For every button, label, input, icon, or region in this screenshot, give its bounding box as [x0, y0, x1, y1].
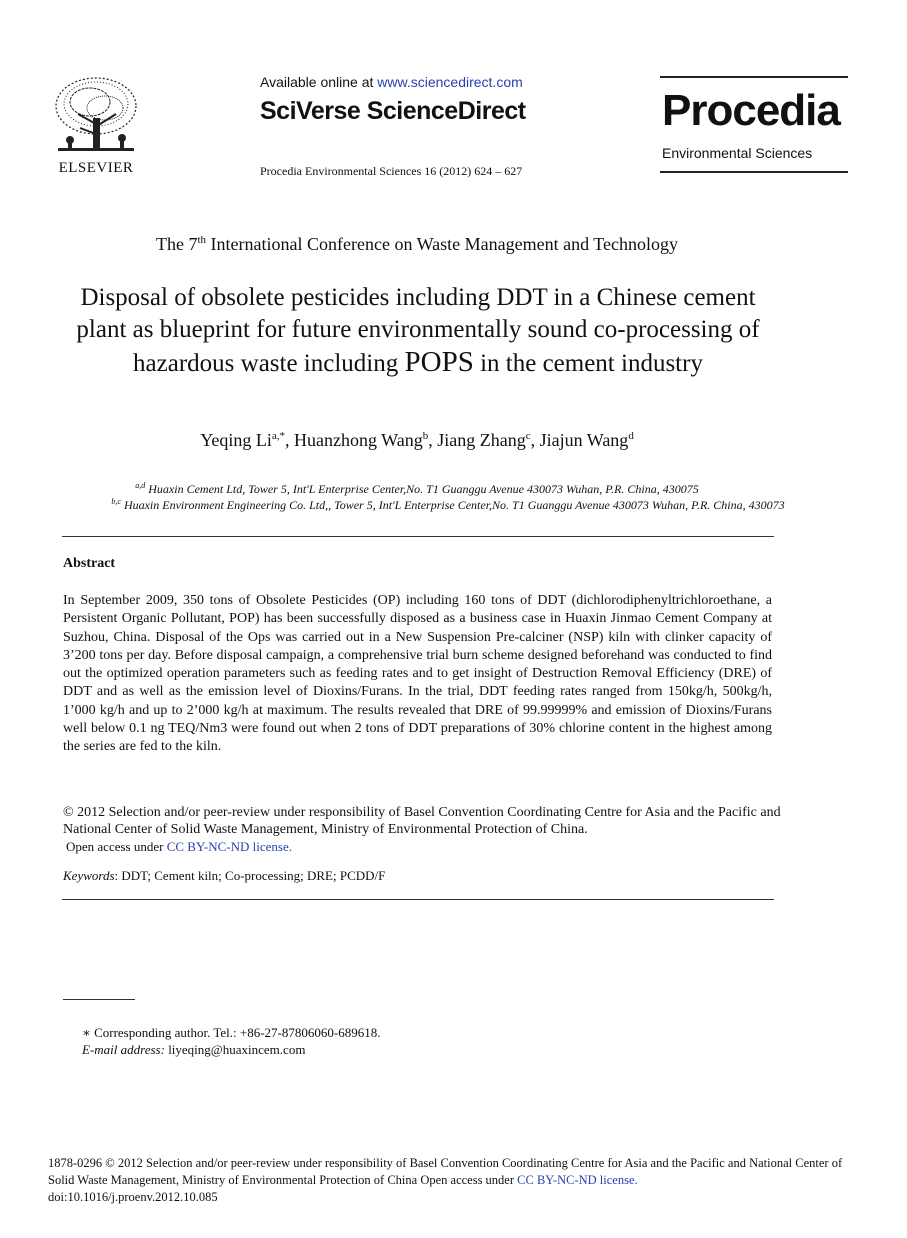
procedia-top-rule [660, 76, 848, 78]
journal-reference: Procedia Environmental Sciences 16 (2012) 624 – 627 [260, 164, 523, 178]
open-access-notice [66, 839, 292, 855]
conference-superscript: th [197, 234, 207, 246]
author-sup: d [628, 430, 634, 442]
title-emphasis: POPS [404, 346, 474, 378]
conference-name [0, 234, 834, 255]
author-sup: b [422, 430, 429, 442]
copyright-notice: © 2012 Selection and/or peer-review under responsibility of Basel Convention Coordinating Centre for Asia and the Pacific and National Center of Solid Waste Management, Ministry of Environmental Protection of China. [63, 805, 781, 837]
affiliation-text: Huaxin Cement Ltd, Tower 5, Int'L Enterprise Center,No. T1 Guanggu Avenue 430073 Wuhan, P.R. China, 430075 [145, 482, 699, 496]
procedia-subtitle: Environmental Sciences [662, 145, 813, 161]
divider [62, 899, 774, 900]
page-footer [48, 1155, 858, 1206]
footer-license-link[interactable]: CC BY-NC-ND license. [517, 1173, 638, 1187]
affiliation-sup: a,d [135, 481, 146, 490]
author-name: Jiang Zhang [437, 430, 526, 450]
conference-suffix: International Conference on Waste Management and Technology [206, 234, 678, 254]
author-separator: , [530, 430, 540, 450]
keywords [63, 868, 385, 884]
sciencedirect-link[interactable]: www.sciencedirect.com [377, 74, 523, 90]
footer-text: 1878-0296 © 2012 Selection and/or peer-review under responsibility of Basel Convention Coordinating Centre for Asia and the Pacific and National Center of Solid Waste Management, Ministry of Environmental Protection of China Open access under [48, 1156, 843, 1187]
procedia-bottom-rule [660, 171, 848, 173]
doi[interactable]: doi:10.1016/j.proenv.2012.10.085 [48, 1190, 218, 1204]
author-separator: , [428, 430, 438, 450]
keywords-label: Keywords [63, 868, 115, 883]
keywords-list: : DDT; Cement kiln; Co-processing; DRE; PCDD/F [114, 868, 386, 883]
abstract-heading: Abstract [63, 556, 116, 571]
open-access-label: Open access under [66, 839, 167, 854]
elsevier-wordmark: ELSEVIER [58, 160, 134, 176]
abstract-body: In September 2009, 350 tons of Obsolete Pesticides (OP) including 160 tons of DDT (dichlorodiphenyltrichloroethane, a Persistent Organic Pollutant, POP) has been successfully disposed as a business case in Huaxin Jinmao Cement Company at Suzhou, China. Disposal of the Ops was carried out in a New Suspension Pre-calciner (NSP) kiln with clinker capacity of 3’200 tons per day. Before disposal campaign, a comprehensive trial burn scheme designed beforehand was conducted to find out the optimized operation parameters such as feeding rates and to get insight of Destruction Removal Efficiency (DRE) of DDT and as well as the emission level of Dioxins/Furans. In the trial, DDT feeding rates ranged from 150kg/h, 500kg/h, 1’000 kg/h and up to 2’000 kg/h at maximum. The results revealed that DRE of 99.99999% and emission of Dioxins/Furans well below 0.1 ng TEQ/Nm3 were found out when 2 tons of DDT preparations of 30% chlorine content in the highest among the series are fed to the kiln. [63, 593, 772, 755]
author-list [0, 430, 834, 451]
sciverse-sciencedirect-logo: SciVerse ScienceDirect [260, 97, 526, 125]
author-sup: c [525, 430, 531, 442]
email-value[interactable]: liyeqing@huaxincem.com [164, 1042, 306, 1057]
affiliation-sup: b,c [111, 497, 121, 506]
author-name: Huanzhong Wang [294, 430, 423, 450]
email-address [82, 1042, 305, 1058]
available-online-label: Available online at [260, 74, 378, 90]
conference-prefix: The 7 [155, 234, 198, 254]
author-separator: , [285, 430, 295, 450]
available-online [260, 74, 523, 90]
author-sup: a,* [271, 430, 286, 442]
title-part-1: Disposal of obsolete pesticides including DDT in a Chinese cement plant as blueprint for future environmentally sound co-processing of hazardous waste including [76, 284, 760, 377]
license-link[interactable]: CC BY-NC-ND license. [166, 839, 293, 854]
procedia-logo: Procedia [662, 86, 840, 135]
email-label: E-mail address: [82, 1042, 165, 1057]
corresponding-author: ∗ Corresponding author. Tel.: +86-27-87806060-689618. [82, 1025, 381, 1040]
title-part-2: in the cement industry [473, 350, 703, 377]
divider [62, 536, 774, 537]
footnote-rule [63, 999, 135, 1000]
affiliation [62, 494, 834, 513]
paper-title [60, 282, 776, 380]
affiliation-text: Huaxin Environment Engineering Co. Ltd,, Tower 5, Int'L Enterprise Center,No. T1 Guanggu Avenue 430073 Wuhan, P.R. China, 430073 [120, 498, 785, 512]
author-name: Jiajun Wang [539, 430, 629, 450]
author-name: Yeqing Li [200, 430, 272, 450]
